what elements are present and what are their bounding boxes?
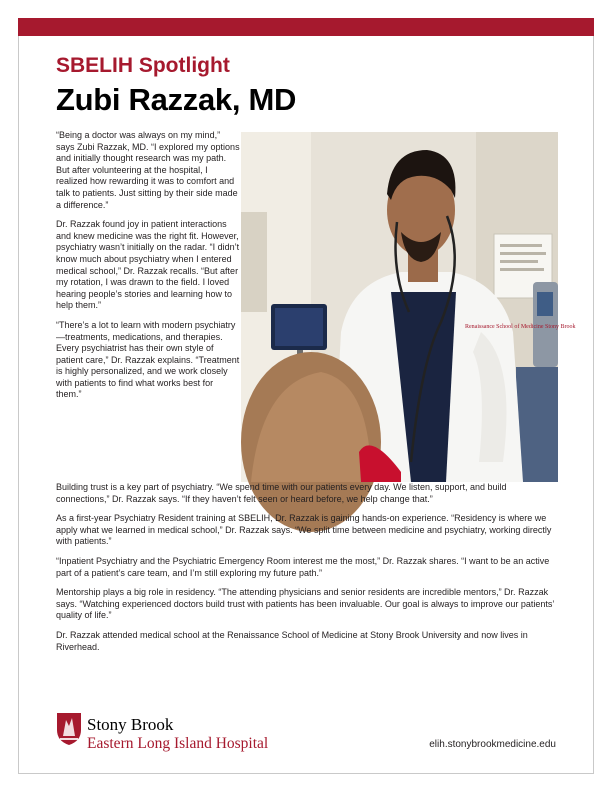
page-title: Zubi Razzak, MD bbox=[56, 82, 297, 117]
logo-hospital: Eastern Long Island Hospital bbox=[87, 735, 269, 752]
paragraph: Building trust is a key part of psychiatry. “We spend time with our patients every day. We listen, support, and build connections,” Dr. Razzak says. “If they haven’t felt seen or heard before, we help change that.” bbox=[56, 482, 507, 504]
shield-icon bbox=[56, 712, 82, 746]
paragraph: “There’s a lot to learn with modern psychiatry—treatments, medications, and therapies. Every psychiatrist has their own style of patient care,” Dr. Razzak explains. “Treatment is highly personalized, and we work closely with patients to find what works best for them.” bbox=[56, 319, 240, 400]
paragraph: “Being a doctor was always on my mind,” says Zubi Razzak, MD. “I explored my options and initially thought research was my path. But after volunteering at the hospital, I realized how rewarding it was to comfort and talk to patients. Just sitting by their side made a difference.” bbox=[56, 130, 240, 210]
paragraph: Mentorship plays a big role in residency. “The attending physicians and senior residents are incredible mentors,” Dr. Razzak says. “Watching experienced doctors build trust with patients has been invaluable. Our goal is always to improve our patients’ quality of life.” bbox=[56, 587, 555, 621]
intro-column bbox=[56, 130, 240, 409]
paragraph: Dr. Razzak found joy in patient interactions and knew medicine was the right fit. However, psychiatry wasn’t initially on the radar. “I didn’t know much about psychiatry when I entered medical school,” Dr. Razzak recalls. “But after my rotation, I was drawn to the field. I loved hearing people’s stories and learning how to help them.” bbox=[56, 219, 240, 311]
portrait-photo bbox=[241, 132, 576, 482]
top-accent-bar bbox=[18, 18, 594, 36]
section-kicker: SBELIH Spotlight bbox=[56, 54, 230, 77]
coat-embroidery: Renaissance School of Medicine Stony Brook bbox=[465, 324, 576, 330]
website-link[interactable]: elih.stonybrookmedicine.edu bbox=[429, 739, 556, 750]
article-body bbox=[56, 482, 556, 661]
paragraph: “Inpatient Psychiatry and the Psychiatric Emergency Room interest me the most,” Dr. Razzak shares. “I want to be an active part of a patient’s care team, and I’m still exploring my future path.” bbox=[56, 555, 550, 578]
logo-name: Stony Brook bbox=[87, 715, 174, 734]
paragraph: Dr. Razzak attended medical school at the Renaissance School of Medicine at Stony Brook University and now lives in Riverhead. bbox=[56, 629, 528, 652]
paragraph: As a first-year Psychiatry Resident training at SBELIH, Dr. Razzak is gaining hands-on experience. “Residency is where we apply what we learned in medical school,” Dr. Razzak says. “We split time between medicine and psychiatry, working directly with patients.” bbox=[56, 513, 552, 547]
stony-brook-logo bbox=[56, 712, 296, 756]
